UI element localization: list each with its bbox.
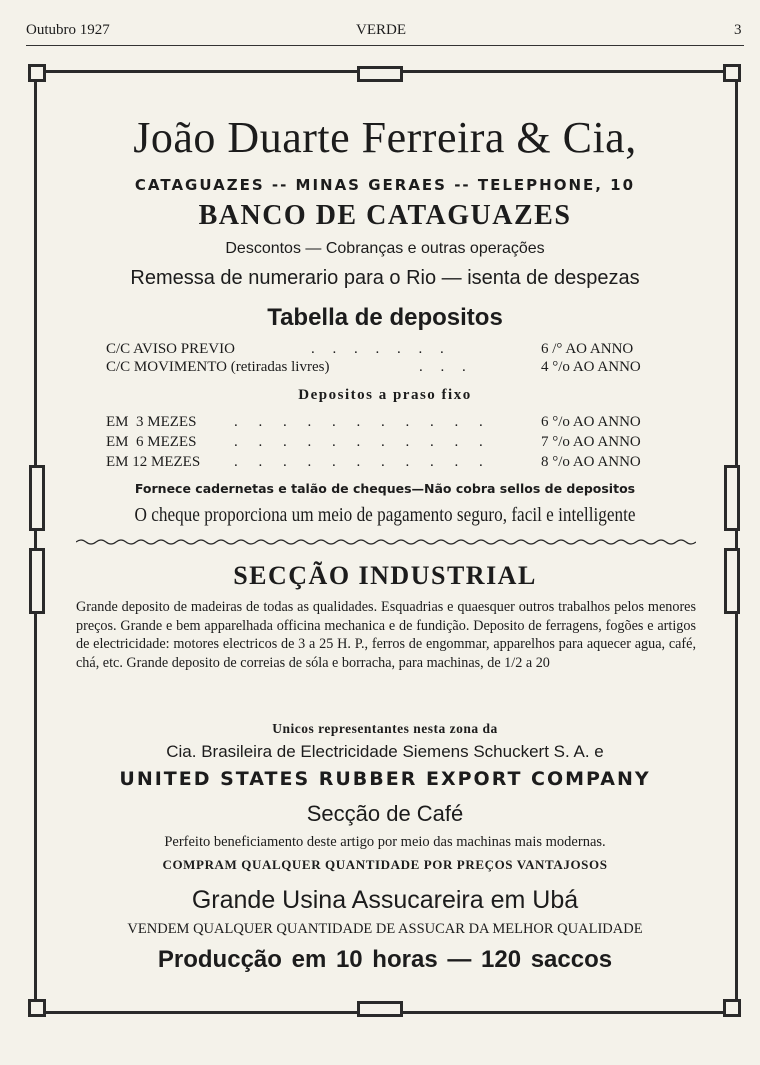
representatives-note: Unicos representantes nesta zona da	[272, 721, 498, 736]
frame-ornament	[357, 1001, 403, 1017]
table-row	[106, 414, 676, 432]
table-row	[106, 359, 676, 377]
header-rule	[26, 45, 744, 46]
table-title: Tabella de depositos	[267, 304, 503, 331]
coffee-text: Perfeito beneficiamento deste artigo por meio das machinas mais modernas.	[164, 834, 606, 850]
wavy-divider	[76, 537, 696, 547]
location-line: CATAGUAZES -- MINAS GERAES -- TELEPHONE, 10	[134, 176, 636, 194]
frame-ornament	[29, 548, 45, 614]
us-rubber-line: UNITED STATES RUBBER EXPORT COMPANY	[119, 768, 651, 790]
company-name: João Duarte Ferreira & Cia,	[133, 113, 637, 162]
frame-corner	[723, 999, 741, 1017]
row-label: C/C AVISO PREVIO	[106, 341, 235, 357]
coffee-buy: COMPRAM QUALQUER QUANTIDADE POR PREÇOS VANTAJOSOS	[162, 857, 608, 872]
frame-corner	[28, 999, 46, 1017]
frame-ornament	[724, 465, 740, 531]
sugar-title: Grande Usina Assucareira em Ubá	[191, 886, 579, 914]
leader-dots: . . . . . . . . . . .	[234, 414, 483, 430]
production-line: Producção em 10 horas — 120 saccos	[157, 946, 613, 973]
passbook-note: Fornece cadernetas e talão de cheques—Não cobra sellos de depositos	[134, 481, 636, 496]
frame-corner	[723, 64, 741, 82]
fixed-deposits-table	[106, 414, 676, 472]
leader-dots: . . . . . . . . . . .	[234, 434, 483, 450]
fixed-deposits-title: Depositos a praso fixo	[298, 387, 472, 403]
frame-ornament	[357, 66, 403, 82]
page-number: 3	[734, 22, 742, 38]
demand-deposits-table	[106, 341, 676, 377]
industrial-text: Grande deposito de madeiras de todas as qualidades. Esquadrias e quaesquer outros trabalhos pelos menores preços. Grande e bem apparelhada officina mechanica e de fundição. Deposito de ferragens, fogões e artigos de electricidade: motores electricos de 3 a 25 H. P., ferros de engommar, apparelhos para aquecer agua, café, chá, etc. Grande deposito de correias de sóla e borracha, para machinas, de 1/2 a 20	[76, 599, 696, 671]
header-title: VERDE	[356, 22, 406, 38]
frame-ornament	[29, 465, 45, 531]
row-label: EM 12 MEZES	[106, 454, 201, 470]
industrial-title: SECÇÃO INDUSTRIAL	[233, 561, 537, 590]
row-rate: 4 °/o AO ANNO	[541, 359, 641, 375]
row-rate: 6 °/o AO ANNO	[541, 414, 641, 430]
cheque-slogan: O cheque proporciona um meio de pagamento seguro, facil e intelligente	[134, 504, 636, 526]
sugar-sell: VENDEM QUALQUER QUANTIDADE DE ASSUCAR DA MELHOR QUALIDADE	[127, 921, 643, 937]
frame-corner	[28, 64, 46, 82]
coffee-title: Secção de Café	[306, 801, 464, 826]
row-label: EM 6 MEZES	[106, 434, 197, 450]
table-row	[106, 434, 676, 452]
header-date: Outubro 1927	[26, 22, 110, 38]
remittance-line: Remessa de numerario para o Rio — isenta de despezas	[130, 267, 640, 289]
leader-dots: . . .	[419, 359, 466, 375]
row-rate: 7 °/o AO ANNO	[541, 434, 641, 450]
bank-name: BANCO DE CATAGUAZES	[198, 200, 572, 231]
siemens-line: Cia. Brasileira de Electricidade Siemens Schuckert S. A. e	[166, 742, 604, 761]
leader-dots: . . . . . . . . . . .	[234, 454, 483, 470]
table-row	[106, 454, 676, 472]
row-label: EM 3 MEZES	[106, 414, 197, 430]
row-label: C/C MOVIMENTO (retiradas livres)	[106, 359, 330, 375]
row-rate: 8 °/o AO ANNO	[541, 454, 641, 470]
services-line: Descontos — Cobranças e outras operações	[225, 240, 545, 257]
table-row	[106, 341, 676, 359]
leader-dots: . . . . . . .	[311, 341, 444, 357]
frame-ornament	[724, 548, 740, 614]
row-rate: 6 /° AO ANNO	[541, 341, 634, 357]
